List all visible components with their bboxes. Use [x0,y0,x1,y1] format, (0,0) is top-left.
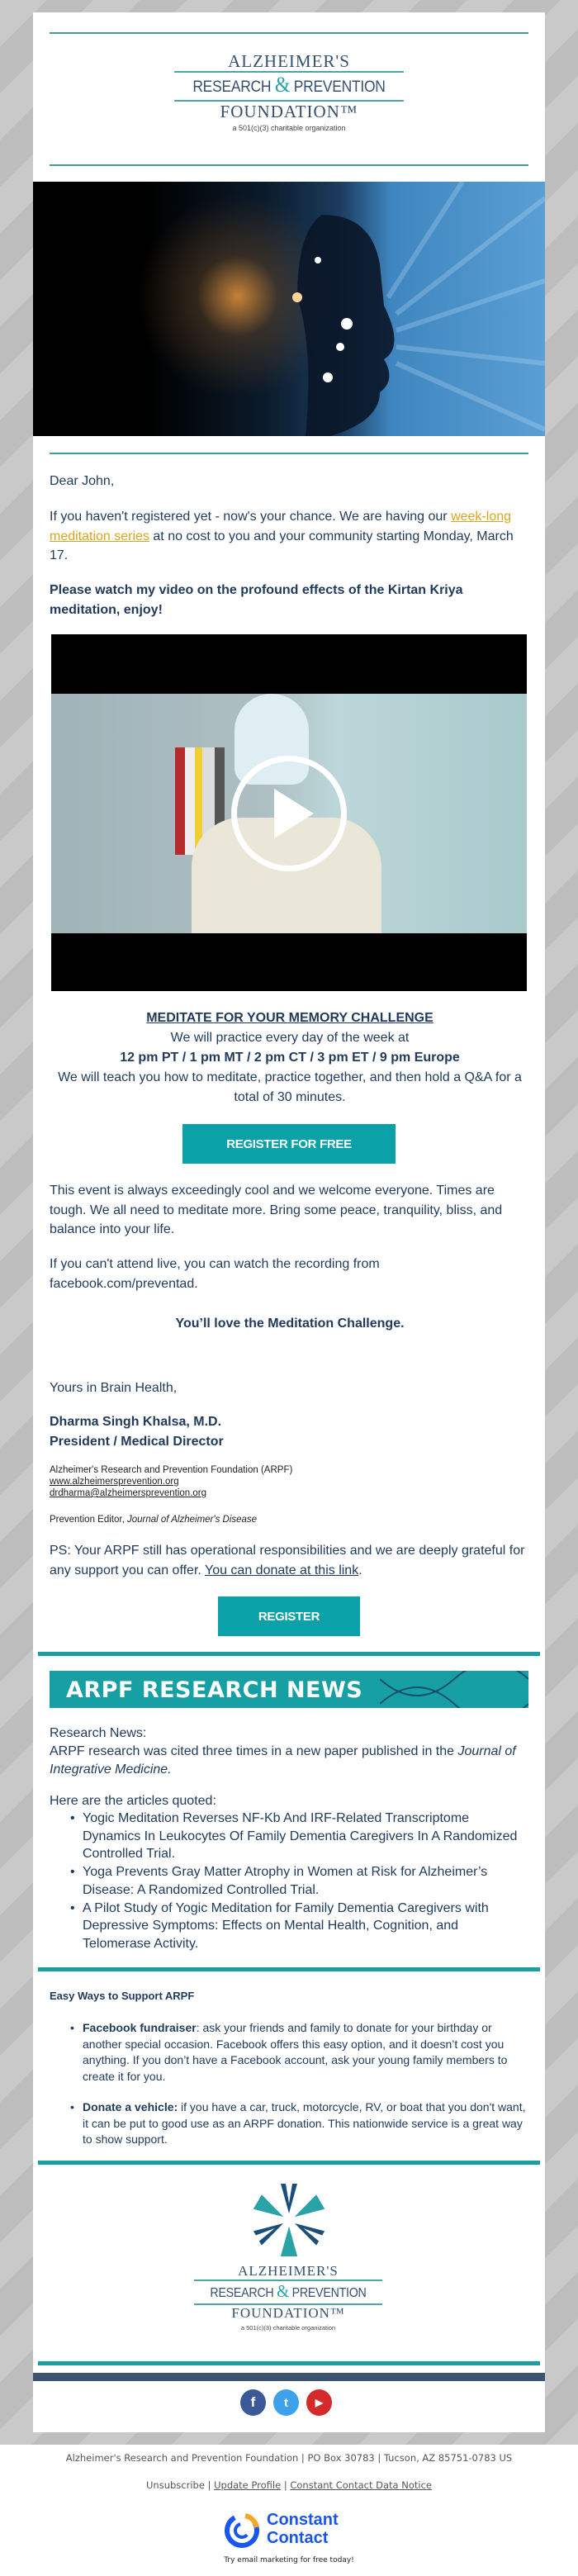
play-button-icon[interactable] [231,756,347,871]
closing: Yours in Brain Health, [50,1381,178,1395]
facebook-icon[interactable]: f [240,2389,266,2416]
recording-paragraph: If you can't attend live, you can watch the recording from facebook.com/preventad. [50,1257,380,1291]
article-item: • Yoga Prevents Gray Matter Atrophy in Women at Risk for Alzheimer’s Disease: A Randomized Controlled Trial. [70,1863,528,1899]
twitter-icon[interactable]: t [273,2389,299,2416]
articles-list [70,1810,528,1953]
logo-line: RESEARCH & PREVENTION [174,71,404,102]
support-title: Easy Ways to Support ARPF [50,1990,195,2002]
section-divider [38,1967,540,1971]
arpf-figures-logo-icon [248,2180,330,2259]
challenge-title: MEDITATE FOR YOUR MEMORY CHALLENGE [146,1011,434,1025]
intro-paragraph: If you haven't registered yet - now's your chance. We are having our week-long meditation series at no cost to you and your community starting Monday, March 17. [50,510,514,562]
section-divider [38,2361,540,2365]
register-button[interactable]: REGISTER [218,1596,360,1636]
constant-contact-icon [224,2511,262,2549]
update-profile-link[interactable]: Update Profile [214,2479,282,2491]
footer-bar [33,2373,545,2381]
research-intro: ARPF research was cited three times in a new paper published in the Journal of Integrative Medicine. [50,1744,516,1777]
dna-icon [380,1671,528,1708]
logo-line: ALZHEIMER'S [238,2263,339,2279]
unsubscribe-link[interactable]: Unsubscribe [146,2479,205,2491]
section-divider [38,1652,540,1656]
signature-name: Dharma Singh Khalsa, M.D. [50,1415,222,1429]
support-item: • Donate a vehicle: if you have a car, truck, motorcycle, RV, or boat that you don't want, it can be put to good use as an ARPF donation. This nationwide service is a great way to show support. [70,2099,528,2148]
constant-contact-wordmark: Constant Contact [267,2511,339,2547]
cc-tagline[interactable]: Try email marketing for free today! [224,2556,354,2564]
data-notice-link[interactable]: Constant Contact Data Notice [290,2479,432,2491]
video-thumbnail[interactable] [51,634,527,991]
meditation-series-link[interactable]: week-long meditation series [50,510,512,543]
challenge-block [50,1008,530,1108]
logo-subtitle: a 501(c)(3) charitable organization [240,2324,336,2332]
support-item: • Facebook fundraiser: ask your friends and family to donate for your birthday or another special occasion. Facebook offers this easy option, and it doesn’t cost you anything. If you don’t have a Facebook account, ask your young family members to create it for you. [70,2020,528,2085]
section-divider [38,2161,540,2165]
website-link[interactable]: www.alzheimersprevention.org [50,1477,179,1487]
separator: | [207,2479,211,2491]
greeting: Dear John, [50,474,115,488]
signature-title: President / Medical Director [50,1435,224,1449]
divider [50,453,528,454]
divider [50,164,528,166]
constant-contact-logo[interactable] [224,2511,356,2549]
email-link[interactable]: drdharma@alzheimersprevention.org [50,1488,207,1498]
banner-title: ARPF RESEARCH NEWS [66,1677,363,1703]
logo-line: FOUNDATION™ [231,2305,345,2321]
footer-address: Alzheimer's Research and Prevention Foundation | PO Box 30783 | Tucson, AZ 85751-0783 US [65,2452,513,2464]
youtube-icon[interactable]: ▶ [306,2389,332,2416]
logo-subtitle: a 501(c)(3) charitable organization [232,124,346,132]
footer-links [0,2479,578,2491]
challenge-text: We will practice every day of the week at [170,1031,410,1045]
header-logo [164,51,414,132]
love-challenge-text: You’ll love the Meditation Challenge. [175,1316,405,1331]
challenge-times: 12 pm PT / 1 pm MT / 2 pm CT / 3 pm ET / 9 pm Europe [120,1051,460,1065]
research-news-banner [50,1671,528,1708]
research-news-label: Research News: [50,1726,147,1740]
article-item: • Yogic Meditation Reverses NF-Kb And IRF-Related Transcriptome Dynamics In Leukocytes Of Family Dementia Caregivers In A Randomized Controlled Trial. [70,1810,528,1863]
editor-line: Prevention Editor, Journal of Alzheimer's Disease [50,1515,258,1525]
divider [50,32,528,34]
video-intro: Please watch my video on the profound effects of the Kirtan Kriya meditation, enjoy! [50,583,463,617]
register-for-free-button[interactable]: REGISTER FOR FREE [182,1124,396,1164]
footer-logo [186,2263,391,2332]
ps-paragraph: PS: Your ARPF still has operational responsibilities and we are deeply grateful for any support you can offer. You can donate at this link. [50,1544,525,1577]
research-news-text [50,1724,530,1810]
signature-details [50,1464,292,1499]
donate-link[interactable]: You can donate at this link [204,1563,359,1577]
hero-image [33,182,545,436]
articles-intro: Here are the articles quoted: [50,1794,216,1808]
article-item: • A Pilot Study of Yogic Meditation for Family Dementia Caregivers with Depressive Symptoms: Effects on Mental Health, Cognition, and Telomerase Activity. [70,1900,528,1953]
logo-line: RESEARCH & PREVENTION [194,2279,382,2305]
challenge-text: We will teach you how to meditate, practice together, and then hold a Q&A for a total of 30 minutes. [58,1070,522,1104]
logo-line: FOUNDATION™ [220,102,358,121]
event-paragraph: This event is always exceedingly cool and we welcome everyone. Times are tough. We all need to meditate more. Bring some peace, tranquility, bliss, and balance into your life. [50,1184,503,1236]
support-list [70,2020,528,2148]
logo-line: ALZHEIMER'S [228,51,350,71]
separator: | [283,2479,287,2491]
face-silhouette-graphic [33,182,545,436]
signature [50,1412,530,1452]
org-name: Alzheimer's Research and Prevention Foundation (ARPF) [50,1465,293,1475]
